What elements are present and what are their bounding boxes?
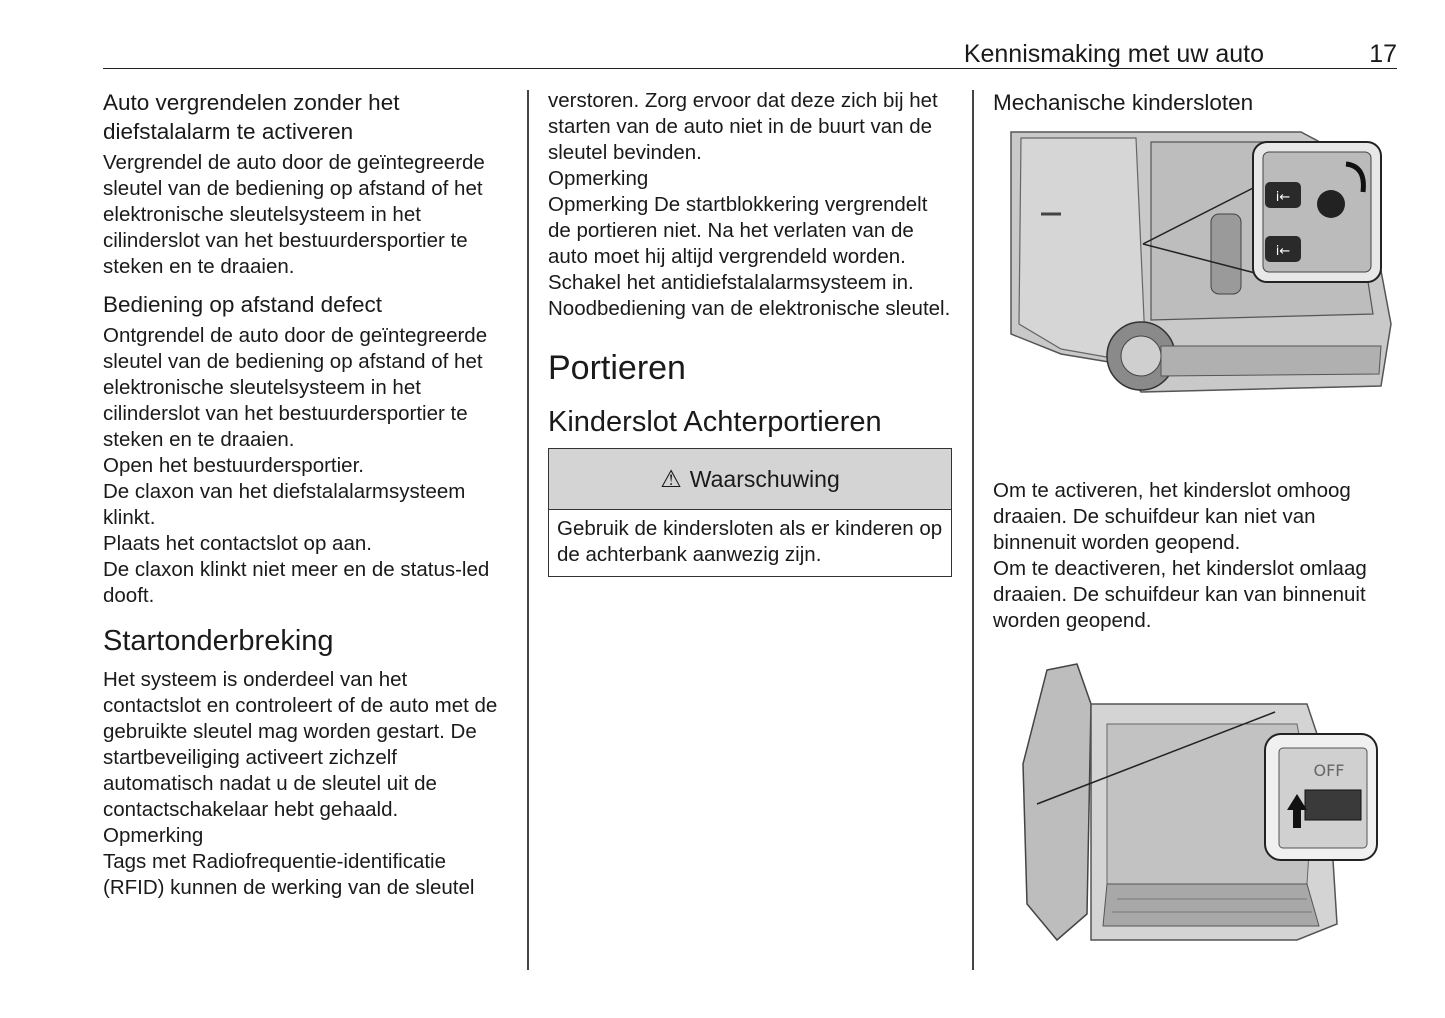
off-label: OFF <box>1313 761 1345 780</box>
paragraph: Om te activeren, het kinderslot omhoog draaien. De schuifdeur kan niet van binnenuit worden geopend. <box>993 479 1351 554</box>
warning-icon: ⚠ <box>660 465 682 493</box>
paragraph: Tags met Radiofrequentie-identificatie (RFID) kunnen de werking van de sleutel <box>103 850 475 899</box>
paragraph: Plaats het contactslot op aan. <box>103 532 372 555</box>
warning-header <box>549 449 951 510</box>
svg-text:i←: i← <box>1275 190 1291 205</box>
paragraph: De claxon van het diefstalalarmsysteem klinkt. <box>103 480 466 529</box>
paragraph: Ontgrendel de auto door de geïntegreerde sleutel van de bediening op afstand of het elektronische sleutelsysteem in het cilinderslot van het bestuurdersportier te steken en te draaien. <box>103 324 488 451</box>
page-header <box>103 36 1397 69</box>
column-middle <box>548 88 952 577</box>
paragraph: Om te deactiveren, het kinderslot omlaag draaien. De schuifdeur kan van binnenuit worden geopend. <box>993 557 1367 632</box>
column-right <box>993 88 1397 968</box>
section-heading: Auto vergrendelen zonder het diefstalalarm te activeren <box>103 90 400 144</box>
van-interior-child-lock-illustration <box>1007 644 1397 950</box>
section-heading: Startonderbreking <box>103 625 334 657</box>
paragraph: Het systeem is onderdeel van het contactslot en controleert of de auto met de gebruikte sleutel mag worden gestart. De startbeveiliging activeert zichzelf automatisch nadat u de sleutel uit de contactschakelaar hebt gehaald. <box>103 668 498 821</box>
column-divider <box>972 90 974 970</box>
paragraph: Open het bestuurdersportier. <box>103 454 364 477</box>
page-number: 17 <box>1369 40 1397 68</box>
warning-text: Gebruik de kindersloten als er kinderen op de achterbank aanwezig zijn. <box>557 517 943 566</box>
paragraph: Noodbediening van de elektronische sleutel. <box>548 297 951 320</box>
van-rear-child-lock-illustration <box>1001 124 1397 396</box>
svg-text:i←: i← <box>1275 244 1291 259</box>
section-heading: Kinderslot Achterportieren <box>548 406 882 438</box>
section-heading: Bediening op afstand defect <box>103 292 382 317</box>
paragraph: verstoren. Zorg ervoor dat deze zich bij het starten van de auto niet in de buurt van de sleutel bevinden. <box>548 89 938 164</box>
note-label: Opmerking <box>103 824 204 847</box>
section-heading: Mechanische kindersloten <box>993 90 1254 115</box>
chapter-heading: Portieren <box>548 349 686 387</box>
paragraph: Schakel het antidiefstalalarmsysteem in. <box>548 271 914 294</box>
warning-box <box>548 448 952 577</box>
paragraph: Vergrendel de auto door de geïntegreerde sleutel van de bediening op afstand of het elektronische sleutelsysteem in het cilinderslot van het bestuurdersportier te steken en te draaien. <box>103 151 485 278</box>
chapter-title: Kennismaking met uw auto <box>963 40 1264 68</box>
column-left <box>103 88 503 901</box>
paragraph: De claxon klinkt niet meer en de status-led dooft. <box>103 558 490 607</box>
note-label: Opmerking <box>548 167 649 190</box>
column-divider <box>527 90 529 970</box>
paragraph: Opmerking De startblokkering vergrendelt de portieren niet. Na het verlaten van de auto moet hij altijd vergrendeld worden. <box>548 193 928 268</box>
warning-title: Waarschuwing <box>689 465 840 492</box>
